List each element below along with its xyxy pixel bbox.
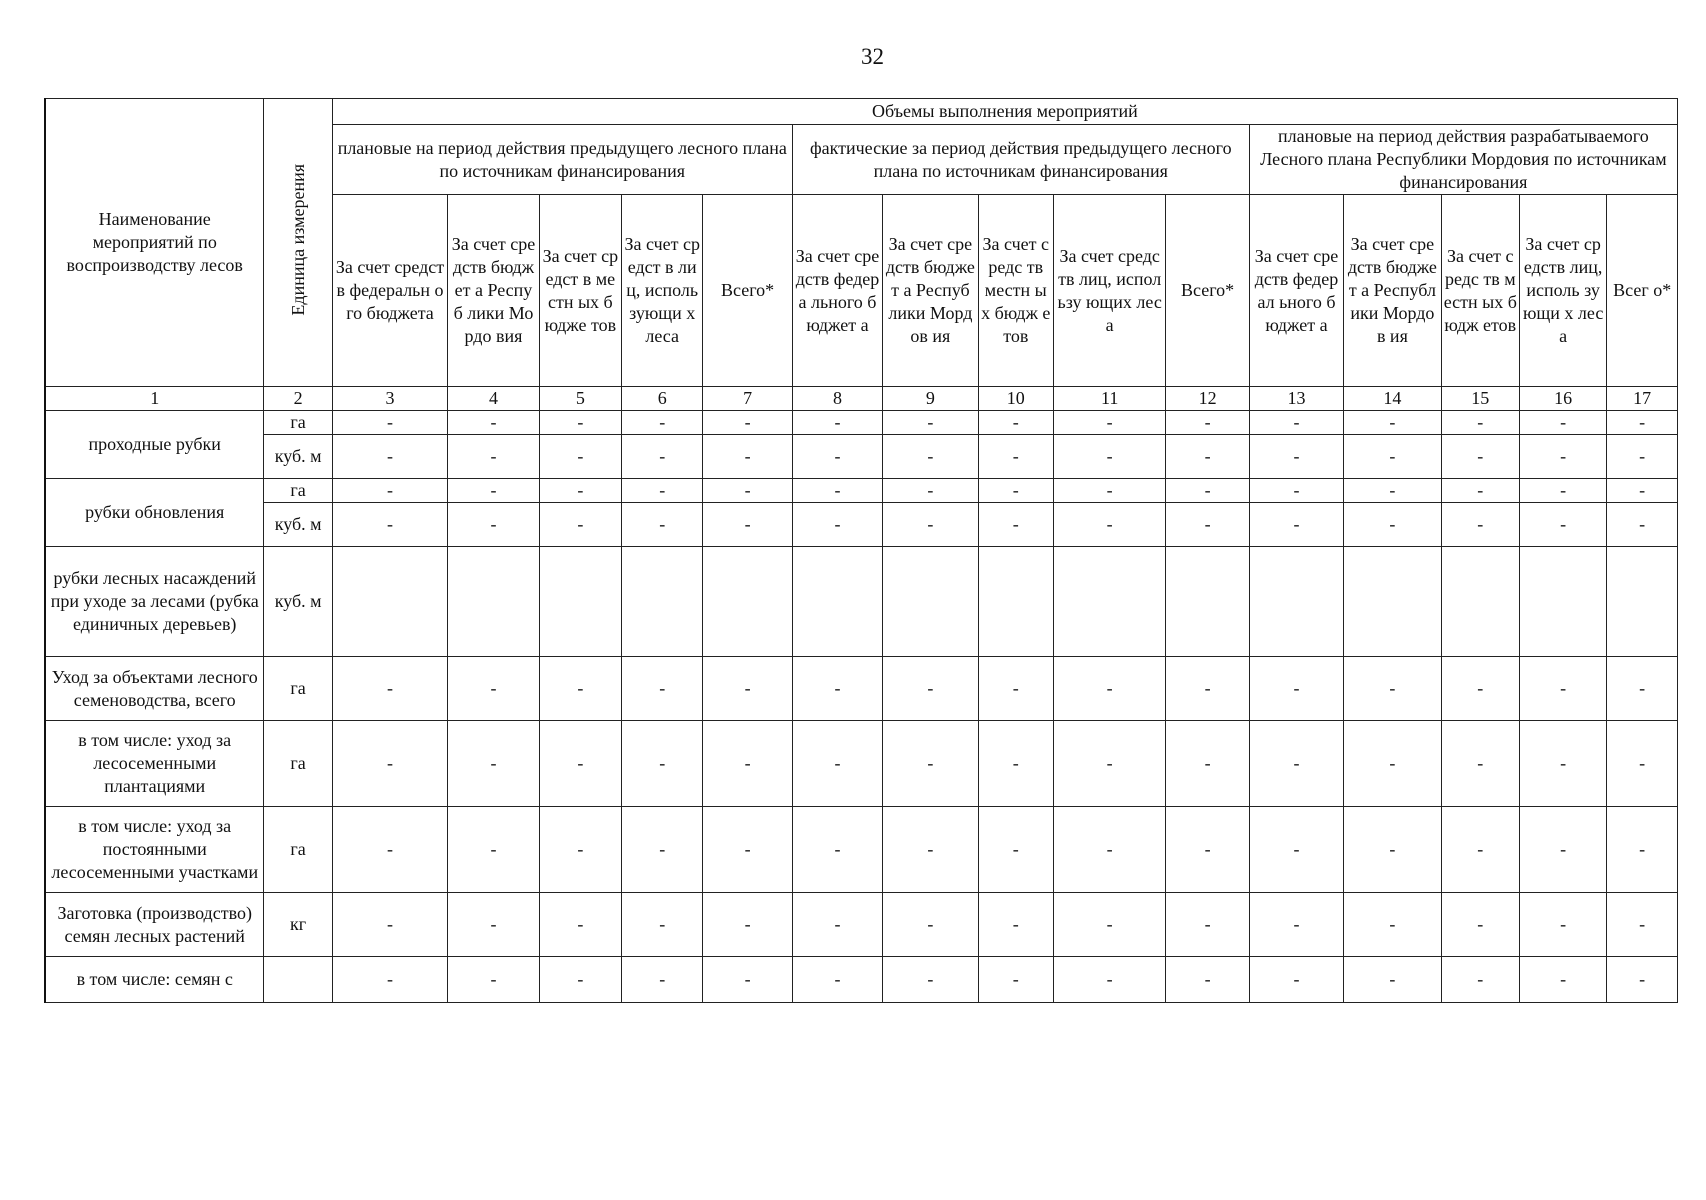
header-subcol: За счет средс тв местн ых бюдж етов bbox=[1441, 195, 1519, 387]
value-cell: - bbox=[1607, 503, 1678, 547]
row-name: в том числе: семян с bbox=[45, 957, 264, 1003]
value-cell: - bbox=[1519, 657, 1606, 721]
value-cell bbox=[448, 547, 539, 657]
value-cell: - bbox=[1053, 721, 1166, 807]
value-cell: - bbox=[448, 957, 539, 1003]
header-subcol: За счет средств федерал ьного бюджет а bbox=[1249, 195, 1343, 387]
column-number: 17 bbox=[1607, 387, 1678, 411]
table-row bbox=[45, 435, 1678, 479]
row-name: Уход за объектами лесного семеноводства, всего bbox=[45, 657, 264, 721]
value-cell bbox=[1519, 547, 1606, 657]
value-cell: - bbox=[539, 957, 621, 1003]
value-cell: - bbox=[1166, 411, 1249, 435]
value-cell bbox=[1441, 547, 1519, 657]
value-cell: - bbox=[332, 957, 448, 1003]
value-cell bbox=[332, 547, 448, 657]
row-unit: га bbox=[264, 721, 332, 807]
value-cell: - bbox=[792, 657, 882, 721]
value-cell: - bbox=[978, 411, 1053, 435]
column-number: 16 bbox=[1519, 387, 1606, 411]
row-unit: га bbox=[264, 657, 332, 721]
value-cell: - bbox=[792, 479, 882, 503]
value-cell: - bbox=[1441, 411, 1519, 435]
value-cell: - bbox=[1166, 721, 1249, 807]
value-cell bbox=[703, 547, 792, 657]
header-subcol: За счет средс тв местн ых бюдж етов bbox=[978, 195, 1053, 387]
row-unit: куб. м bbox=[264, 503, 332, 547]
value-cell: - bbox=[539, 503, 621, 547]
table-row bbox=[45, 503, 1678, 547]
value-cell: - bbox=[703, 657, 792, 721]
value-cell: - bbox=[1519, 807, 1606, 893]
value-cell: - bbox=[703, 411, 792, 435]
value-cell: - bbox=[1249, 411, 1343, 435]
value-cell: - bbox=[1166, 435, 1249, 479]
value-cell: - bbox=[622, 411, 703, 435]
value-cell: - bbox=[1053, 503, 1166, 547]
value-cell: - bbox=[978, 479, 1053, 503]
value-cell: - bbox=[1053, 411, 1166, 435]
row-unit: кг bbox=[264, 893, 332, 957]
header-subcol: За счет средст в местн ых бюдже тов bbox=[539, 195, 621, 387]
column-number: 7 bbox=[703, 387, 792, 411]
value-cell: - bbox=[1249, 657, 1343, 721]
value-cell: - bbox=[1519, 503, 1606, 547]
value-cell: - bbox=[1166, 657, 1249, 721]
forest-reproduction-table bbox=[44, 98, 1678, 1003]
column-number: 5 bbox=[539, 387, 621, 411]
value-cell: - bbox=[1607, 411, 1678, 435]
value-cell: - bbox=[703, 957, 792, 1003]
value-cell bbox=[1607, 547, 1678, 657]
value-cell: - bbox=[448, 479, 539, 503]
value-cell: - bbox=[1441, 807, 1519, 893]
value-cell: - bbox=[883, 957, 978, 1003]
value-cell bbox=[1249, 547, 1343, 657]
value-cell: - bbox=[792, 721, 882, 807]
value-cell: - bbox=[1519, 957, 1606, 1003]
header-subcol: За счет средств лиц, использу ющих леса bbox=[1053, 195, 1166, 387]
header-subcol: За счет средст в лиц, исполь зующи х леса bbox=[622, 195, 703, 387]
value-cell: - bbox=[883, 503, 978, 547]
value-cell: - bbox=[978, 721, 1053, 807]
value-cell: - bbox=[1249, 807, 1343, 893]
value-cell: - bbox=[1344, 657, 1441, 721]
value-cell: - bbox=[978, 893, 1053, 957]
value-cell: - bbox=[1607, 479, 1678, 503]
value-cell: - bbox=[539, 411, 621, 435]
value-cell bbox=[792, 547, 882, 657]
value-cell: - bbox=[332, 435, 448, 479]
value-cell: - bbox=[539, 657, 621, 721]
value-cell: - bbox=[1441, 893, 1519, 957]
value-cell: - bbox=[1344, 807, 1441, 893]
value-cell: - bbox=[1249, 503, 1343, 547]
column-number: 13 bbox=[1249, 387, 1343, 411]
header-subcol: За счет средств федеральн ого бюджета bbox=[332, 195, 448, 387]
header-subcol: За счет средств бюджет а Респуб лики Мордов ия bbox=[883, 195, 978, 387]
value-cell: - bbox=[1519, 411, 1606, 435]
column-numbers-row bbox=[45, 387, 1678, 411]
header-name-col: Наименование мероприятий по воспроизводству лесов bbox=[45, 99, 264, 387]
row-unit: куб. м bbox=[264, 435, 332, 479]
value-cell: - bbox=[622, 479, 703, 503]
value-cell: - bbox=[792, 503, 882, 547]
value-cell: - bbox=[978, 657, 1053, 721]
row-name: Заготовка (производство) семян лесных растений bbox=[45, 893, 264, 957]
value-cell: - bbox=[703, 721, 792, 807]
value-cell: - bbox=[539, 807, 621, 893]
row-name: в том числе: уход за постоянными лесосеменными участками bbox=[45, 807, 264, 893]
table-row bbox=[45, 957, 1678, 1003]
page-number: 32 bbox=[861, 44, 884, 69]
header-subcol: За счет средств бюджет а Респуб лики Мордо вия bbox=[448, 195, 539, 387]
value-cell: - bbox=[622, 721, 703, 807]
row-name: проходные рубки bbox=[45, 411, 264, 479]
table-row bbox=[45, 547, 1678, 657]
table-row bbox=[45, 807, 1678, 893]
value-cell: - bbox=[1166, 957, 1249, 1003]
value-cell: - bbox=[1166, 503, 1249, 547]
value-cell: - bbox=[978, 957, 1053, 1003]
value-cell: - bbox=[332, 721, 448, 807]
table-row bbox=[45, 657, 1678, 721]
table-row bbox=[45, 411, 1678, 435]
value-cell: - bbox=[448, 503, 539, 547]
value-cell: - bbox=[1249, 479, 1343, 503]
value-cell: - bbox=[1441, 435, 1519, 479]
column-number: 8 bbox=[792, 387, 882, 411]
value-cell: - bbox=[792, 411, 882, 435]
value-cell: - bbox=[1519, 721, 1606, 807]
value-cell: - bbox=[622, 657, 703, 721]
value-cell: - bbox=[1441, 479, 1519, 503]
value-cell: - bbox=[883, 435, 978, 479]
header-unit-col bbox=[264, 99, 332, 387]
row-name: рубки лесных насаждений при уходе за лесами (рубка единичных деревьев) bbox=[45, 547, 264, 657]
value-cell: - bbox=[332, 479, 448, 503]
value-cell: - bbox=[978, 807, 1053, 893]
value-cell: - bbox=[448, 657, 539, 721]
value-cell: - bbox=[792, 807, 882, 893]
value-cell bbox=[622, 547, 703, 657]
header-group-prev-plan: плановые на период действия предыдущего лесного плана по источникам финансирования bbox=[332, 125, 792, 195]
value-cell: - bbox=[883, 721, 978, 807]
value-cell: - bbox=[448, 721, 539, 807]
value-cell: - bbox=[448, 435, 539, 479]
value-cell: - bbox=[1441, 657, 1519, 721]
value-cell: - bbox=[703, 503, 792, 547]
header-subcol: Всег о* bbox=[1607, 195, 1678, 387]
value-cell: - bbox=[332, 893, 448, 957]
column-number: 14 bbox=[1344, 387, 1441, 411]
value-cell: - bbox=[883, 893, 978, 957]
value-cell: - bbox=[1053, 657, 1166, 721]
header-subcol: За счет средств бюджет а Республ ики Мордов ия bbox=[1344, 195, 1441, 387]
value-cell: - bbox=[792, 893, 882, 957]
value-cell: - bbox=[883, 657, 978, 721]
header-subcol: За счет средств лиц, исполь зующи х леса bbox=[1519, 195, 1606, 387]
value-cell: - bbox=[448, 893, 539, 957]
value-cell: - bbox=[1053, 435, 1166, 479]
header-group-new-plan: плановые на период действия разрабатываемого Лесного плана Республики Мордовия по источникам финансирования bbox=[1249, 125, 1677, 195]
value-cell: - bbox=[1249, 893, 1343, 957]
value-cell: - bbox=[1053, 807, 1166, 893]
value-cell: - bbox=[978, 503, 1053, 547]
row-unit bbox=[264, 957, 332, 1003]
column-number: 15 bbox=[1441, 387, 1519, 411]
table-row bbox=[45, 721, 1678, 807]
value-cell bbox=[978, 547, 1053, 657]
value-cell: - bbox=[1441, 957, 1519, 1003]
value-cell: - bbox=[1607, 657, 1678, 721]
value-cell bbox=[1344, 547, 1441, 657]
value-cell: - bbox=[622, 807, 703, 893]
table-row bbox=[45, 893, 1678, 957]
value-cell: - bbox=[1344, 893, 1441, 957]
value-cell: - bbox=[978, 435, 1053, 479]
value-cell: - bbox=[1249, 957, 1343, 1003]
value-cell: - bbox=[1344, 435, 1441, 479]
value-cell: - bbox=[1519, 893, 1606, 957]
header-unit-label: Единица измерения bbox=[287, 163, 308, 316]
value-cell bbox=[539, 547, 621, 657]
value-cell: - bbox=[539, 479, 621, 503]
value-cell: - bbox=[1607, 957, 1678, 1003]
value-cell: - bbox=[332, 411, 448, 435]
value-cell: - bbox=[703, 479, 792, 503]
column-number: 6 bbox=[622, 387, 703, 411]
value-cell: - bbox=[622, 893, 703, 957]
value-cell bbox=[1053, 547, 1166, 657]
column-number: 10 bbox=[978, 387, 1053, 411]
value-cell: - bbox=[1344, 479, 1441, 503]
value-cell: - bbox=[1344, 721, 1441, 807]
value-cell: - bbox=[1607, 721, 1678, 807]
value-cell: - bbox=[1441, 503, 1519, 547]
value-cell: - bbox=[1166, 479, 1249, 503]
value-cell: - bbox=[1344, 503, 1441, 547]
row-unit: га bbox=[264, 479, 332, 503]
value-cell: - bbox=[1053, 479, 1166, 503]
value-cell: - bbox=[883, 807, 978, 893]
value-cell: - bbox=[622, 957, 703, 1003]
value-cell: - bbox=[1607, 435, 1678, 479]
value-cell: - bbox=[332, 503, 448, 547]
value-cell: - bbox=[539, 435, 621, 479]
value-cell: - bbox=[792, 957, 882, 1003]
column-number: 9 bbox=[883, 387, 978, 411]
value-cell bbox=[883, 547, 978, 657]
value-cell: - bbox=[1519, 435, 1606, 479]
column-number: 4 bbox=[448, 387, 539, 411]
value-cell: - bbox=[1166, 807, 1249, 893]
value-cell: - bbox=[1053, 957, 1166, 1003]
value-cell: - bbox=[1053, 893, 1166, 957]
value-cell: - bbox=[1166, 893, 1249, 957]
value-cell: - bbox=[1344, 957, 1441, 1003]
value-cell: - bbox=[1607, 893, 1678, 957]
header-volumes: Объемы выполнения мероприятий bbox=[332, 99, 1677, 125]
value-cell: - bbox=[1249, 721, 1343, 807]
row-unit: га bbox=[264, 411, 332, 435]
value-cell: - bbox=[703, 435, 792, 479]
row-unit: га bbox=[264, 807, 332, 893]
value-cell: - bbox=[448, 411, 539, 435]
column-number: 1 bbox=[45, 387, 264, 411]
value-cell: - bbox=[539, 893, 621, 957]
value-cell: - bbox=[1441, 721, 1519, 807]
header-subcol: За счет средств федера льного бюджет а bbox=[792, 195, 882, 387]
value-cell: - bbox=[883, 479, 978, 503]
value-cell: - bbox=[622, 503, 703, 547]
value-cell: - bbox=[332, 657, 448, 721]
header-subcol: Всего* bbox=[1166, 195, 1249, 387]
value-cell: - bbox=[448, 807, 539, 893]
value-cell: - bbox=[1519, 479, 1606, 503]
row-name: рубки обновления bbox=[45, 479, 264, 547]
header-subcol: Всего* bbox=[703, 195, 792, 387]
row-name: в том числе: уход за лесосеменными плантациями bbox=[45, 721, 264, 807]
value-cell: - bbox=[332, 807, 448, 893]
column-number: 2 bbox=[264, 387, 332, 411]
value-cell: - bbox=[539, 721, 621, 807]
value-cell: - bbox=[703, 807, 792, 893]
value-cell: - bbox=[1344, 411, 1441, 435]
column-number: 12 bbox=[1166, 387, 1249, 411]
table-body bbox=[45, 411, 1678, 1003]
row-unit: куб. м bbox=[264, 547, 332, 657]
value-cell: - bbox=[1249, 435, 1343, 479]
header-group-prev-fact: фактические за период действия предыдущего лесного плана по источникам финансирования bbox=[792, 125, 1249, 195]
column-number: 11 bbox=[1053, 387, 1166, 411]
value-cell: - bbox=[792, 435, 882, 479]
table-row bbox=[45, 479, 1678, 503]
value-cell: - bbox=[622, 435, 703, 479]
value-cell: - bbox=[703, 893, 792, 957]
value-cell: - bbox=[1607, 807, 1678, 893]
value-cell: - bbox=[883, 411, 978, 435]
column-number: 3 bbox=[332, 387, 448, 411]
value-cell bbox=[1166, 547, 1249, 657]
